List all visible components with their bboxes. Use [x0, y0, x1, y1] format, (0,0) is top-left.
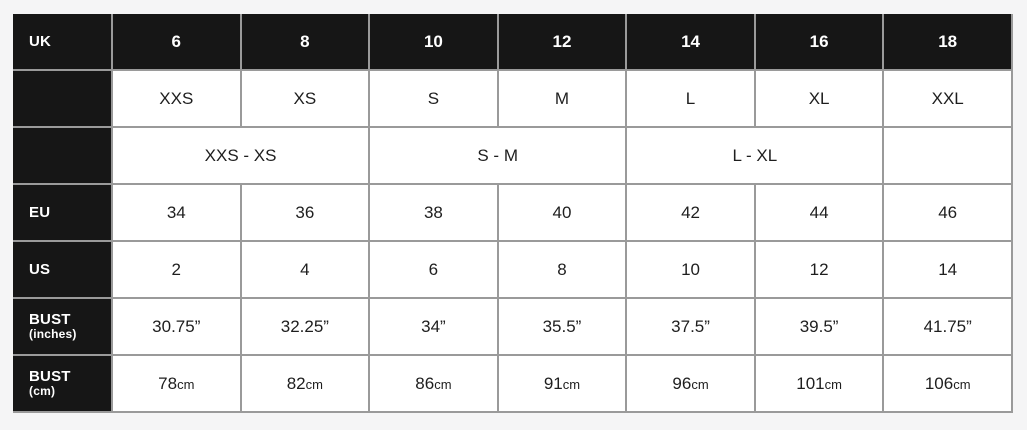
- eu-row-label: EU: [13, 184, 112, 241]
- cm-unit: cm: [305, 376, 323, 392]
- us-size-cell: 8: [498, 241, 627, 298]
- international-size-cell: XXL: [883, 70, 1012, 127]
- table-row-bust-cm: [13, 355, 1012, 412]
- bust-cm-sublabel-text: (cm): [29, 384, 56, 399]
- bust-cm-cell: 101cm: [755, 355, 884, 412]
- table-row-bust-inches: [13, 298, 1012, 355]
- cm-unit: cm: [691, 376, 709, 392]
- cm-unit: cm: [824, 376, 842, 392]
- bust-label-text: BUST: [29, 367, 71, 385]
- international-size-cell: XXS: [112, 70, 241, 127]
- uk-size-cell: 6: [112, 14, 241, 70]
- international-size-cell: XL: [755, 70, 884, 127]
- bust-inches-cell: 30.75”: [112, 298, 241, 355]
- uk-size-cell: 14: [626, 14, 755, 70]
- bust-label-text: BUST: [29, 310, 71, 328]
- bust-cm-cell: 91cm: [498, 355, 627, 412]
- table-row-uk: [13, 14, 1012, 70]
- uk-size-cell: 16: [755, 14, 884, 70]
- bust-inches-cell: 37.5”: [626, 298, 755, 355]
- international-row-label: [13, 70, 112, 127]
- bust-cm-cell: 96cm: [626, 355, 755, 412]
- us-size-cell: 6: [369, 241, 498, 298]
- us-size-cell: 14: [883, 241, 1012, 298]
- eu-size-cell: 36: [241, 184, 370, 241]
- size-range-row-label: [13, 127, 112, 184]
- us-size-cell: 12: [755, 241, 884, 298]
- international-size-cell: L: [626, 70, 755, 127]
- size-range-cell: S - M: [369, 127, 626, 184]
- us-size-cell: 10: [626, 241, 755, 298]
- uk-size-cell: 10: [369, 14, 498, 70]
- eu-size-cell: 44: [755, 184, 884, 241]
- bust-cm-cell: 86cm: [369, 355, 498, 412]
- us-size-cell: 2: [112, 241, 241, 298]
- international-size-cell: XS: [241, 70, 370, 127]
- bust-cm-row-label: [13, 355, 112, 412]
- eu-size-cell: 34: [112, 184, 241, 241]
- bust-inches-cell: 35.5”: [498, 298, 627, 355]
- size-range-cell: L - XL: [626, 127, 883, 184]
- bust-inches-sublabel-text: (inches): [29, 327, 77, 342]
- bust-inches-cell: 32.25”: [241, 298, 370, 355]
- table-row-international: [13, 70, 1012, 127]
- uk-size-cell: 18: [883, 14, 1012, 70]
- size-conversion-table: [13, 14, 1013, 413]
- us-row-label: US: [13, 241, 112, 298]
- size-range-cell-empty: [883, 127, 1012, 184]
- uk-size-cell: 12: [498, 14, 627, 70]
- table-row-eu: [13, 184, 1012, 241]
- eu-size-cell: 42: [626, 184, 755, 241]
- bust-inches-row-label: [13, 298, 112, 355]
- eu-size-cell: 38: [369, 184, 498, 241]
- bust-inches-cell: 41.75”: [883, 298, 1012, 355]
- table-row-size-range: [13, 127, 1012, 184]
- cm-unit: cm: [434, 376, 452, 392]
- size-range-cell: XXS - XS: [112, 127, 369, 184]
- uk-size-cell: 8: [241, 14, 370, 70]
- table-row-us: [13, 241, 1012, 298]
- bust-inches-cell: 39.5”: [755, 298, 884, 355]
- bust-cm-cell: 106cm: [883, 355, 1012, 412]
- cm-unit: cm: [953, 376, 971, 392]
- international-size-cell: M: [498, 70, 627, 127]
- uk-row-label: UK: [13, 14, 112, 70]
- bust-cm-cell: 82cm: [241, 355, 370, 412]
- eu-size-cell: 46: [883, 184, 1012, 241]
- eu-size-cell: 40: [498, 184, 627, 241]
- bust-cm-cell: 78cm: [112, 355, 241, 412]
- international-size-cell: S: [369, 70, 498, 127]
- cm-unit: cm: [562, 376, 581, 392]
- us-size-cell: 4: [241, 241, 370, 298]
- cm-unit: cm: [177, 376, 195, 392]
- bust-inches-cell: 34”: [369, 298, 498, 355]
